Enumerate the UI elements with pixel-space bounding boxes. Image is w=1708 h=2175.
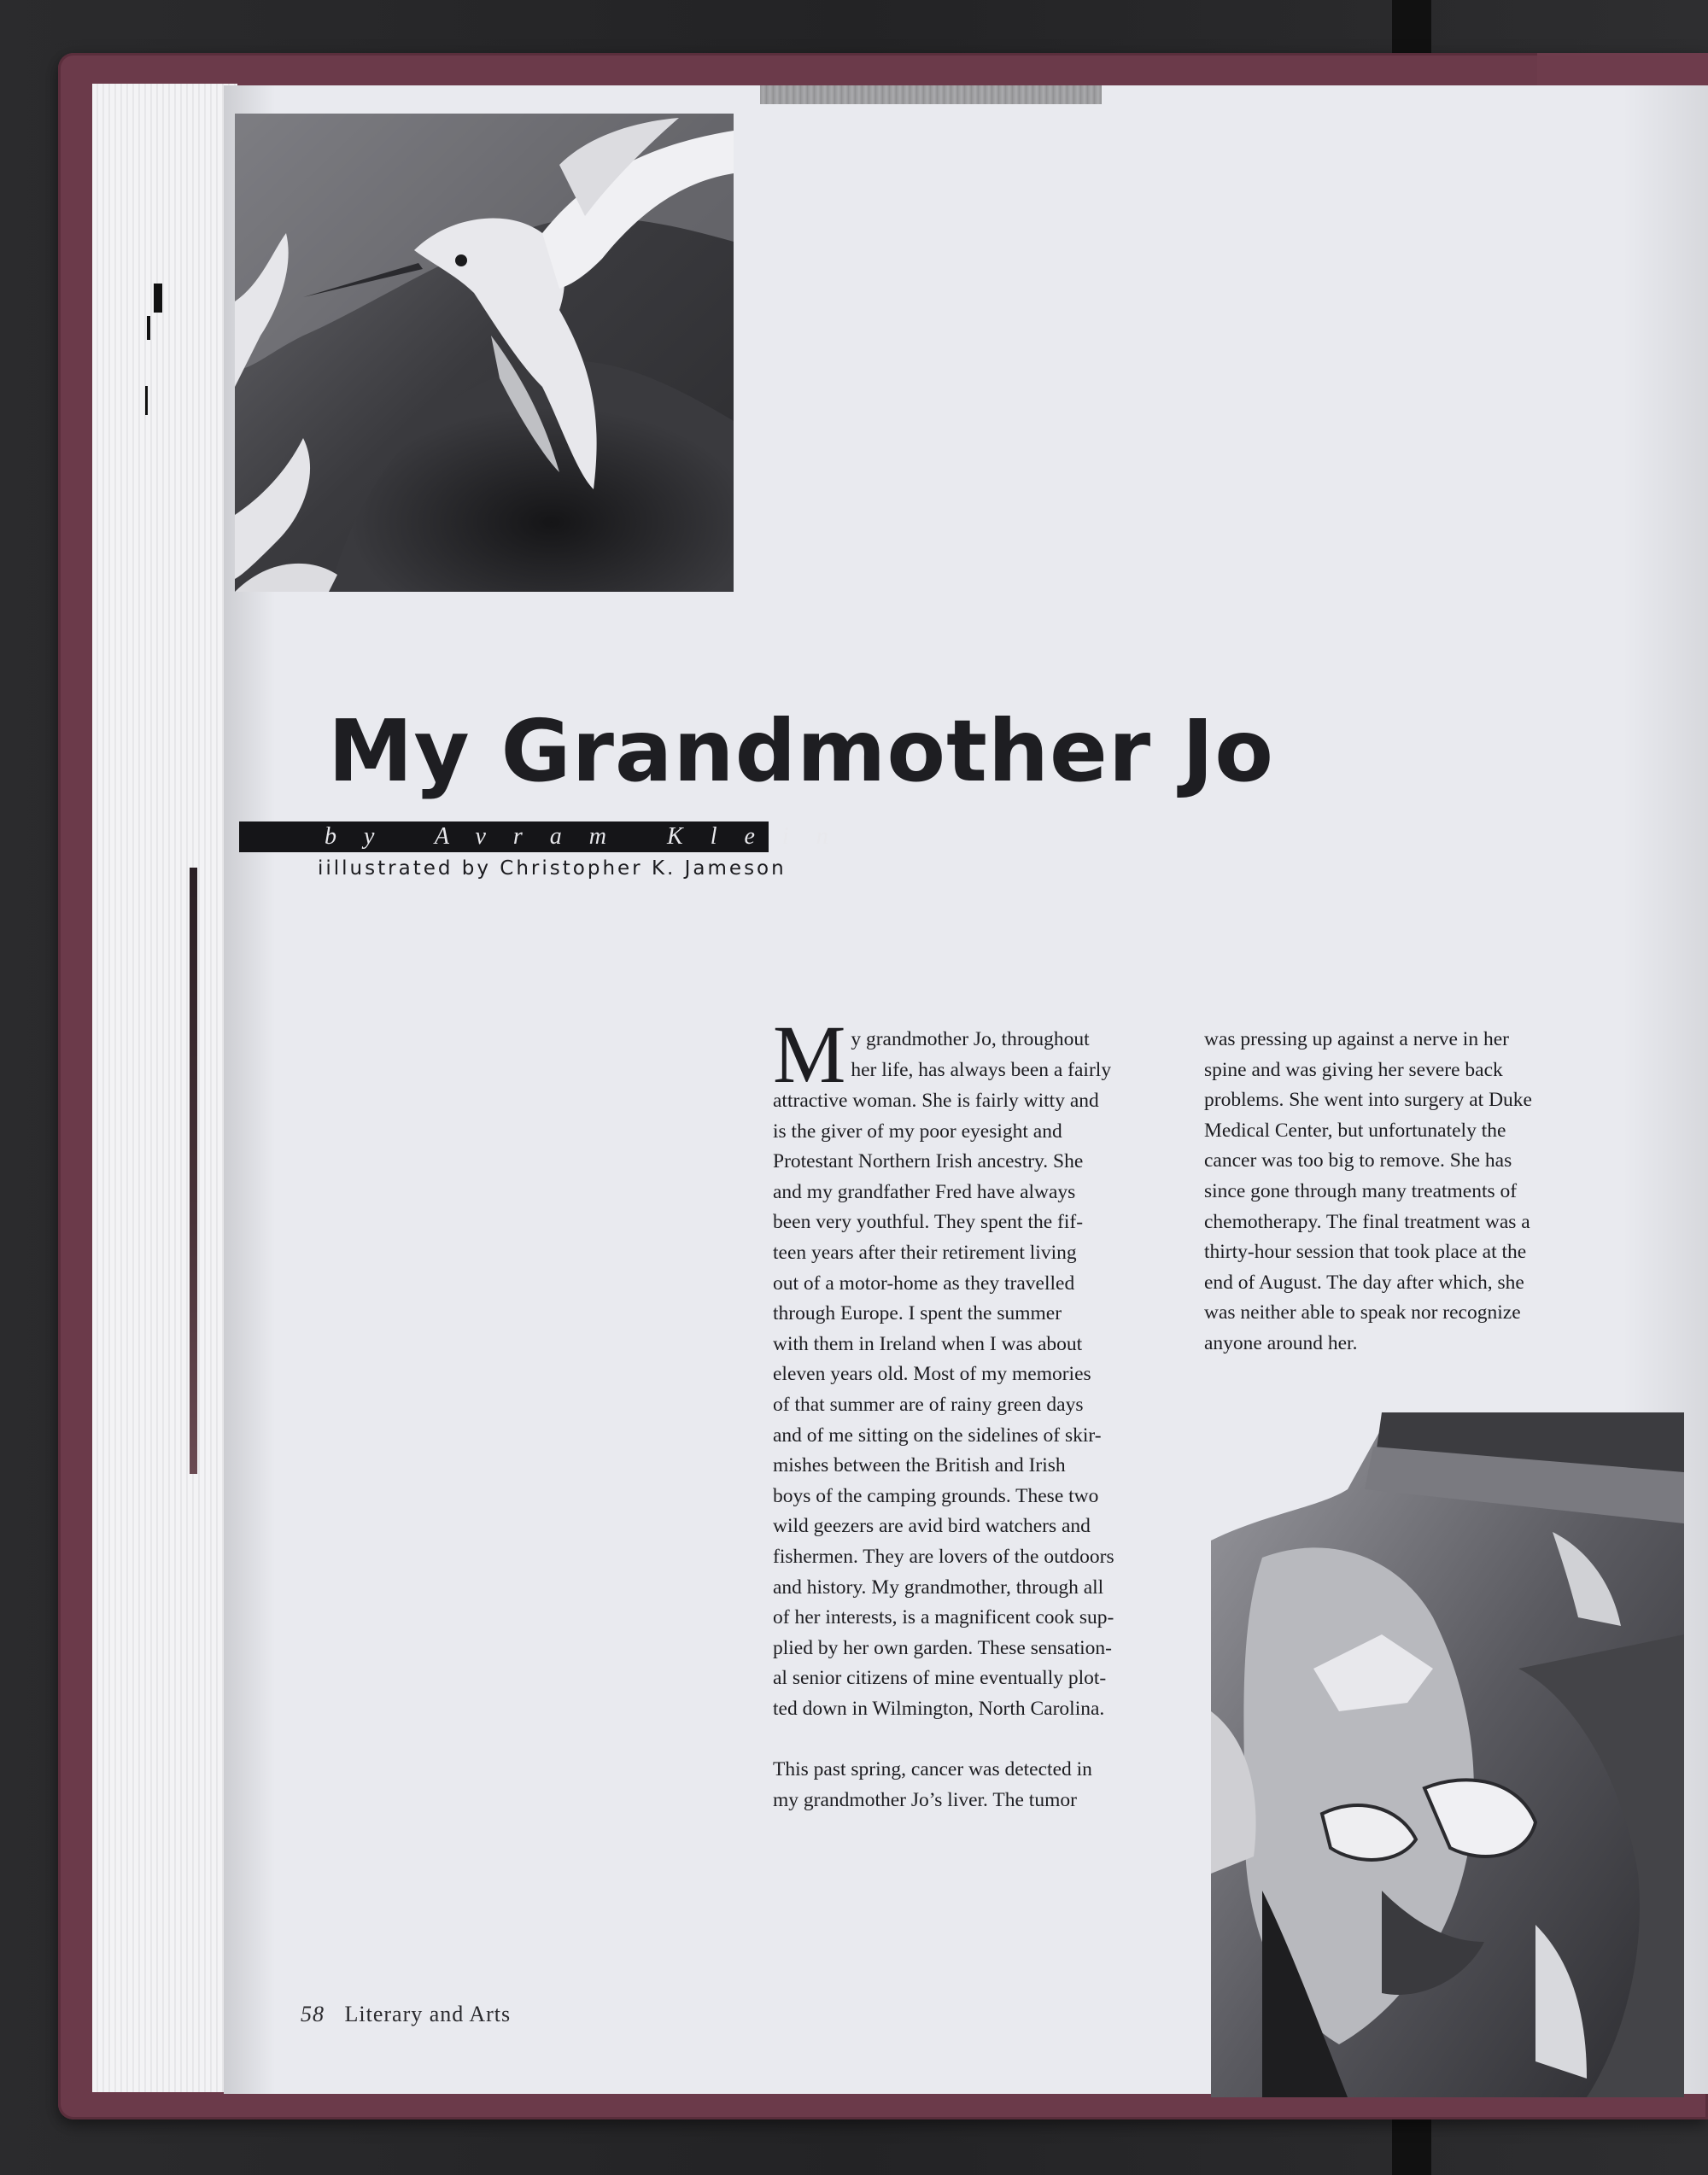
text-line: wild geezers are avid bird watchers and [773,1515,1091,1538]
text-line: thirty-hour session that took place at the [1204,1241,1527,1264]
text-line: eleven years old. Most of my memories [773,1363,1091,1386]
text-line: was neither able to speak nor recognize [1204,1301,1521,1324]
text-line: and my grandfather Fred have always [773,1180,1076,1203]
text-line: anyone around her. [1204,1331,1358,1354]
text-line: through Europe. I spent the summer [773,1302,1062,1325]
opening-paragraph-start [773,1009,1183,1100]
index-tab [147,316,150,340]
text-line: plied by her own garden. These sensation- [773,1636,1112,1659]
binding-strap-bottom [1392,2118,1431,2175]
body-column-right [1204,1025,1614,1359]
book-cover-edge [1537,53,1708,87]
body-column-left [773,1009,1183,1816]
text-line: my grandmother Jo’s liver. The tumor [773,1789,1077,1812]
hummingbird-illustration [235,114,734,592]
section-name: Literary and Arts [344,2002,512,2026]
text-line: teen years after their retirement living [773,1241,1077,1264]
text-line: fishermen. They are lovers of the outdoors [773,1545,1114,1568]
text-line: attractive woman. She is fairly witty and [773,1090,1099,1112]
text-line: Medical Center, but unfortunately the [1204,1119,1506,1142]
text-line: with them in Ireland when I was about [773,1332,1083,1355]
page-edge-stack [92,84,237,2092]
binding-strap-top [1392,0,1431,60]
drop-cap: M [773,1009,846,1100]
text-line: problems. She went into surgery at Duke [1204,1089,1532,1112]
portrait-illustration [1211,1412,1684,2097]
text-line: was pressing up against a nerve in her [1204,1028,1509,1050]
paragraph-gap [773,1724,1183,1755]
text-line: is the giver of my poor eyesight and [773,1120,1062,1143]
text-line: boys of the camping grounds. These two [773,1484,1099,1507]
text-line: mishes between the British and Irish [773,1454,1066,1477]
text-line: her life, has always been a fairly [851,1058,1112,1081]
text-line: been very youthful. They spent the fif- [773,1211,1084,1234]
text-line: al senior citizens of mine eventually plot- [773,1667,1107,1690]
text-line: This past spring, cancer was detected in [773,1758,1092,1781]
drop-cap-lines [851,1025,1111,1085]
illustrator-credit: iillustrated by Christopher K. Jameson [318,857,787,880]
index-tab [145,386,148,415]
page-number: 58 [301,2002,325,2026]
text-line: spine and was giving her severe back [1204,1058,1503,1081]
text-line: and of me sitting on the sidelines of skir- [773,1424,1102,1447]
text-line: of her interests, is a magnificent cook sup- [773,1606,1114,1629]
bleed-through-text [760,85,1102,104]
text-line: end of August. The day after which, she [1204,1271,1524,1294]
article-title: My Grandmother Jo [328,701,1274,801]
index-tab [154,284,162,313]
text-line: and history. My grandmother, through all [773,1576,1104,1599]
text-line: since gone through many treatments of [1204,1179,1518,1202]
text-line: ted down in Wilmington, North Carolina. [773,1697,1105,1720]
byline: by Avram Klein [325,823,856,850]
page-footer [301,2002,511,2027]
text-line: of that summer are of rainy green days [773,1393,1084,1416]
text-line: chemotherapy. The final treatment was a [1204,1210,1530,1233]
text-line: out of a motor-home as they travelled [773,1272,1075,1295]
text-line: y grandmother Jo, throughout [851,1028,1090,1050]
text-line: cancer was too big to remove. She has [1204,1149,1512,1172]
text-line: Protestant Northern Irish ancestry. She [773,1150,1084,1173]
margin-rule [190,868,197,1474]
